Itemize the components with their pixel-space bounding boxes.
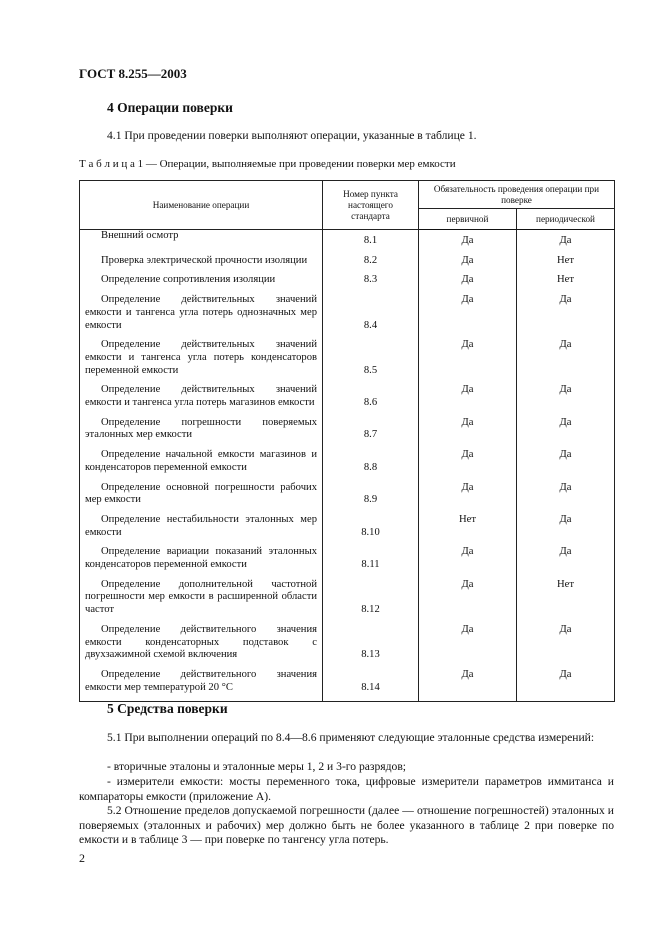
paragraph-5-2: 5.2 Отношение пределов допускаемой погрешности (далее — отношение погрешностей) эталонных и поверяемых (эталонных и рабочих) мер должно быть не более указанного в таблице 2 при поверке по емкости и в таблице 3 — при поверке по тангенсу угла потерь. — [79, 804, 614, 846]
operation-name: Определение погрешности поверяемых эталонных мер емкости — [80, 417, 323, 449]
table-row — [80, 482, 615, 514]
table-row — [80, 417, 615, 449]
item-number: 8.6 — [323, 384, 419, 416]
section-4-title: 4 Операции поверки — [107, 100, 233, 115]
primary-value: Да — [419, 417, 517, 449]
table-row — [80, 546, 615, 578]
periodic-value: Да — [517, 669, 615, 702]
paragraph-4-1: 4.1 При проведении поверки выполняют операции, указанные в таблице 1. — [107, 129, 477, 142]
table-row — [80, 255, 615, 275]
periodic-value: Да — [517, 624, 615, 669]
periodic-value: Да — [517, 384, 615, 416]
periodic-value: Да — [517, 417, 615, 449]
periodic-value: Да — [517, 449, 615, 481]
primary-value: Да — [419, 624, 517, 669]
operations-table — [79, 180, 615, 702]
table-row — [80, 449, 615, 481]
periodic-value: Нет — [517, 274, 615, 294]
col-header-primary: первичной — [419, 209, 517, 230]
table-row — [80, 624, 615, 669]
operation-name: Определение действительного значения емкости конденсаторных подставок с двухзажимной схемой включения — [80, 624, 323, 669]
item-number: 8.7 — [323, 417, 419, 449]
col-header-item-number: Номер пункта настоящего стандарта — [323, 181, 419, 230]
table-row — [80, 294, 615, 339]
primary-value: Да — [419, 579, 517, 624]
periodic-value: Да — [517, 230, 615, 255]
operation-name: Внешний осмотр — [80, 230, 323, 255]
item-number: 8.4 — [323, 294, 419, 339]
operation-name: Проверка электрической прочности изоляции — [80, 255, 323, 275]
operation-name: Определение действительных значений емкости и тангенса угла потерь конденсаторов переменной емкости — [80, 339, 323, 384]
item-number: 8.1 — [323, 230, 419, 255]
table-row — [80, 669, 615, 702]
col-header-obligation: Обязательность проведения операции при поверке — [419, 181, 615, 209]
col-header-periodic: периодической — [517, 209, 615, 230]
operation-name: Определение начальной емкости магазинов и конденсаторов переменной емкости — [80, 449, 323, 481]
operation-name: Определение сопротивления изоляции — [80, 274, 323, 294]
primary-value: Да — [419, 669, 517, 702]
operation-name: Определение действительных значений емкости и тангенса угла потерь магазинов емкости — [80, 384, 323, 416]
primary-value: Да — [419, 339, 517, 384]
primary-value: Да — [419, 255, 517, 275]
periodic-value: Нет — [517, 255, 615, 275]
table-row — [80, 274, 615, 294]
operation-name: Определение основной погрешности рабочих мер емкости — [80, 482, 323, 514]
table-row — [80, 579, 615, 624]
primary-value: Да — [419, 384, 517, 416]
primary-value: Да — [419, 294, 517, 339]
item-number: 8.9 — [323, 482, 419, 514]
section-5-title: 5 Средства поверки — [107, 701, 228, 716]
operation-name: Определение нестабильности эталонных мер емкости — [80, 514, 323, 546]
item-number: 8.3 — [323, 274, 419, 294]
item-number: 8.12 — [323, 579, 419, 624]
col-header-operation-name: Наименование операции — [80, 181, 323, 230]
table-row — [80, 230, 615, 255]
periodic-value: Да — [517, 482, 615, 514]
periodic-value: Да — [517, 339, 615, 384]
item-number: 8.14 — [323, 669, 419, 702]
primary-value: Да — [419, 482, 517, 514]
primary-value: Нет — [419, 514, 517, 546]
item-number: 8.5 — [323, 339, 419, 384]
periodic-value: Да — [517, 546, 615, 578]
item-number: 8.2 — [323, 255, 419, 275]
operation-name: Определение действительных значений емкости и тангенса угла потерь однозначных мер емкости — [80, 294, 323, 339]
paragraph-5-1: 5.1 При выполнении операций по 8.4—8.6 применяют следующие эталонные средства измерений: — [107, 731, 595, 744]
operation-name: Определение вариации показаний эталонных конденсаторов переменной емкости — [80, 546, 323, 578]
table-row — [80, 384, 615, 416]
item-number: 8.11 — [323, 546, 419, 578]
item-number: 8.8 — [323, 449, 419, 481]
table-row — [80, 339, 615, 384]
periodic-value: Да — [517, 294, 615, 339]
page-number: 2 — [79, 851, 85, 865]
operation-name: Определение дополнительной частотной погрешности мер емкости в расширенной области частот — [80, 579, 323, 624]
primary-value: Да — [419, 274, 517, 294]
item-number: 8.10 — [323, 514, 419, 546]
item-number: 8.13 — [323, 624, 419, 669]
periodic-value: Да — [517, 514, 615, 546]
primary-value: Да — [419, 546, 517, 578]
periodic-value: Нет — [517, 579, 615, 624]
operation-name: Определение действительного значения емкости мер температурой 20 °С — [80, 669, 323, 702]
table-row — [80, 514, 615, 546]
list-item: - вторичные эталоны и эталонные меры 1, 2 и 3-го разрядов; — [107, 760, 407, 773]
table-1-caption: Т а б л и ц а 1 — Операции, выполняемые при проведении поверки мер емкости — [79, 158, 456, 170]
list-item: - измерители емкости: мосты переменного тока, цифровые измерители параметров иммитанса и компараторы емкости (приложение А). — [79, 775, 614, 803]
primary-value: Да — [419, 449, 517, 481]
document-header: ГОСТ 8.255—2003 — [79, 66, 187, 81]
primary-value: Да — [419, 230, 517, 255]
